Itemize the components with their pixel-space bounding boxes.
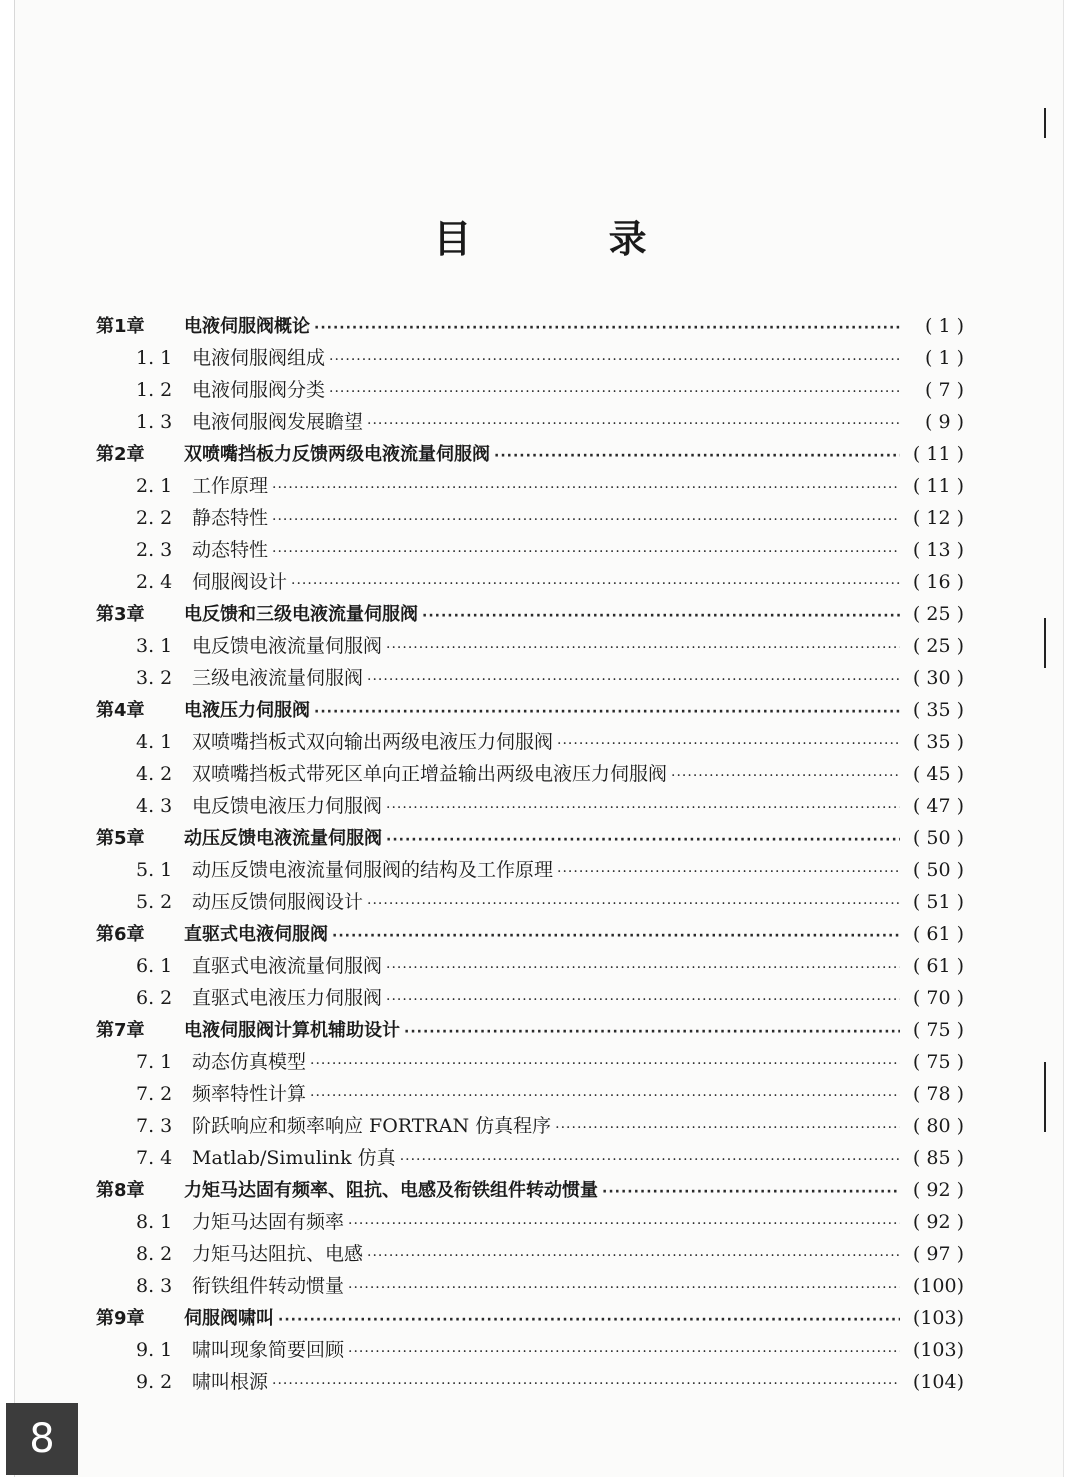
toc-entry-number: 第3章 [96, 604, 145, 625]
toc-entry-title: 动态仿真模型 [192, 1051, 307, 1073]
toc-entry-title: 动态特性 [192, 539, 269, 561]
toc-entry-title: 衔铁组件转动惯量 [192, 1275, 345, 1297]
toc-section-row [96, 1270, 964, 1302]
toc-section-row [96, 630, 964, 662]
toc-page-number: (104) [912, 1371, 964, 1393]
page-number-badge: 8 [6, 1403, 78, 1475]
toc-section-row [96, 406, 964, 438]
toc-chapter-row [96, 822, 964, 854]
toc-entry-title: 静态特性 [192, 507, 269, 529]
toc-leader-dots [348, 1336, 900, 1368]
toc-page-number: ( 12 ) [912, 507, 964, 529]
toc-page-number: ( 80 ) [912, 1115, 964, 1137]
toc-page-number: ( 97 ) [912, 1243, 964, 1265]
toc-entry-title: Matlab/Simulink 仿真 [192, 1147, 396, 1169]
toc-section-row [96, 886, 964, 918]
toc-leader-dots [310, 1080, 900, 1112]
toc-page-number: ( 50 ) [912, 859, 964, 881]
toc-entry-number: 2. 3 [136, 539, 173, 561]
toc-page-number: ( 35 ) [912, 731, 964, 753]
toc-page-number: ( 61 ) [912, 955, 964, 977]
toc-section-row [96, 502, 964, 534]
toc-entry-title: 电液伺服阀概论 [184, 316, 310, 337]
toc-leader-dots [557, 728, 900, 760]
toc-entry-title: 工作原理 [192, 475, 269, 497]
toc-entry-title: 阶跃响应和频率响应 FORTRAN 仿真程序 [192, 1115, 552, 1137]
toc-leader-dots [329, 376, 900, 408]
toc-leader-dots [555, 1112, 900, 1144]
toc-entry-title: 双喷嘴挡板式双向输出两级电液压力伺服阀 [192, 731, 554, 753]
toc-entry-number: 第5章 [96, 828, 145, 849]
toc-page-number: ( 16 ) [912, 571, 964, 593]
toc-section-row [96, 470, 964, 502]
toc-section-row [96, 726, 964, 758]
toc-chapter-row [96, 438, 964, 470]
toc-chapter-row [96, 1174, 964, 1206]
toc-page-number: ( 92 ) [912, 1211, 964, 1233]
toc-chapter-row [96, 1302, 964, 1334]
toc-entry-title: 电液伺服阀计算机辅助设计 [184, 1020, 400, 1041]
toc-entry-title: 三级电液流量伺服阀 [192, 667, 364, 689]
toc-entry-title: 直驱式电液伺服阀 [184, 924, 328, 945]
toc-entry-title: 电反馈电液流量伺服阀 [192, 635, 383, 657]
toc-entry-number: 7. 4 [136, 1147, 173, 1169]
toc-leader-dots [386, 792, 900, 824]
toc-leader-dots [314, 696, 900, 728]
scan-edge-mark [1044, 1062, 1046, 1132]
toc-section-row [96, 534, 964, 566]
toc-section-row [96, 1110, 964, 1142]
toc-page-number: ( 45 ) [912, 763, 964, 785]
toc-entry-title: 力矩马达固有频率 [192, 1211, 345, 1233]
toc-leader-dots [671, 760, 900, 792]
toc-entry-title: 力矩马达阻抗、电感 [192, 1243, 364, 1265]
toc-chapter-row [96, 310, 964, 342]
toc-entry-title: 电反馈电液压力伺服阀 [192, 795, 383, 817]
toc-section-row [96, 662, 964, 694]
toc-section-row [96, 1078, 964, 1110]
toc-entry-number: 8. 1 [136, 1211, 173, 1233]
toc-leader-dots [422, 600, 900, 632]
toc-entry-number: 7. 2 [136, 1083, 173, 1105]
toc-leader-dots [272, 536, 900, 568]
toc-page-number: ( 25 ) [912, 635, 964, 657]
toc-entry-number: 4. 1 [136, 731, 173, 753]
toc-entry-number: 8. 3 [136, 1275, 173, 1297]
toc-entry-number: 3. 2 [136, 667, 173, 689]
toc-section-row [96, 1142, 964, 1174]
toc-page-number: ( 35 ) [912, 699, 964, 721]
toc-chapter-row [96, 694, 964, 726]
toc-entry-number: 第4章 [96, 700, 145, 721]
toc-entry-title: 啸叫根源 [192, 1371, 269, 1393]
toc-entry-title: 力矩马达固有频率、阻抗、电感及衔铁组件转动惯量 [184, 1180, 598, 1201]
toc-entry-number: 第2章 [96, 444, 145, 465]
toc-entry-number: 4. 3 [136, 795, 173, 817]
toc-entry-number: 第7章 [96, 1020, 145, 1041]
page-title: 目 录 [433, 217, 709, 261]
toc-entry-title: 双喷嘴挡板式带死区单向正增益输出两级电液压力伺服阀 [192, 763, 668, 785]
toc-leader-dots [494, 440, 900, 472]
toc-page-number: ( 61 ) [912, 923, 964, 945]
toc-entry-title: 伺服阀啸叫 [184, 1308, 274, 1329]
toc-section-row [96, 566, 964, 598]
toc-entry-title: 直驱式电液压力伺服阀 [192, 987, 383, 1009]
toc-leader-dots [386, 952, 900, 984]
toc-entry-title: 动压反馈电液流量伺服阀的结构及工作原理 [192, 859, 554, 881]
toc-entry-number: 5. 2 [136, 891, 173, 913]
toc-section-row [96, 854, 964, 886]
toc-leader-dots [329, 344, 900, 376]
toc-leader-dots [400, 1144, 900, 1176]
toc-leader-dots [367, 664, 900, 696]
toc-section-row [96, 1046, 964, 1078]
toc-entry-title: 频率特性计算 [192, 1083, 307, 1105]
table-of-contents [96, 310, 964, 1398]
toc-leader-dots [367, 1240, 900, 1272]
toc-entry-number: 6. 1 [136, 955, 173, 977]
toc-page-number: ( 1 ) [925, 315, 964, 337]
toc-page-number: ( 70 ) [912, 987, 964, 1009]
toc-section-row [96, 982, 964, 1014]
toc-entry-title: 电液伺服阀发展瞻望 [192, 411, 364, 433]
toc-entry-number: 1. 3 [136, 411, 173, 433]
toc-entry-title: 双喷嘴挡板力反馈两级电液流量伺服阀 [184, 444, 490, 465]
toc-page-number: ( 78 ) [912, 1083, 964, 1105]
toc-entry-number: 第6章 [96, 924, 145, 945]
toc-entry-number: 2. 1 [136, 475, 173, 497]
toc-entry-title: 电液压力伺服阀 [184, 700, 310, 721]
toc-entry-number: 1. 2 [136, 379, 173, 401]
toc-page-number: ( 75 ) [912, 1019, 964, 1041]
toc-entry-number: 8. 2 [136, 1243, 173, 1265]
toc-entry-title: 动压反馈电液流量伺服阀 [184, 828, 382, 849]
toc-page-number: ( 1 ) [925, 347, 964, 369]
toc-leader-dots [367, 888, 900, 920]
toc-entry-number: 9. 2 [136, 1371, 173, 1393]
toc-page-number: (103) [912, 1307, 964, 1329]
toc-chapter-row [96, 598, 964, 630]
toc-section-row [96, 950, 964, 982]
toc-section-row [96, 374, 964, 406]
toc-page-number: ( 9 ) [925, 411, 964, 433]
toc-page-number: ( 7 ) [925, 379, 964, 401]
toc-leader-dots [310, 1048, 900, 1080]
toc-entry-number: 1. 1 [136, 347, 173, 369]
toc-chapter-row [96, 1014, 964, 1046]
toc-leader-dots [386, 632, 900, 664]
toc-leader-dots [332, 920, 900, 952]
toc-leader-dots [314, 312, 900, 344]
toc-page-number: ( 50 ) [912, 827, 964, 849]
toc-entry-number: 4. 2 [136, 763, 173, 785]
toc-entry-number: 第8章 [96, 1180, 145, 1201]
toc-page-number: ( 47 ) [912, 795, 964, 817]
toc-section-row [96, 1366, 964, 1398]
toc-page-number: ( 11 ) [912, 443, 964, 465]
toc-entry-title: 啸叫现象简要回顾 [192, 1339, 345, 1361]
toc-leader-dots [348, 1208, 900, 1240]
toc-chapter-row [96, 918, 964, 950]
toc-leader-dots [291, 568, 900, 600]
toc-leader-dots [557, 856, 900, 888]
toc-page-number: ( 75 ) [912, 1051, 964, 1073]
toc-page-number: ( 13 ) [912, 539, 964, 561]
toc-leader-dots [272, 1368, 900, 1400]
toc-entry-number: 7. 3 [136, 1115, 173, 1137]
scan-edge-mark [1044, 108, 1046, 138]
toc-section-row [96, 758, 964, 790]
toc-entry-title: 电反馈和三级电液流量伺服阀 [184, 604, 418, 625]
toc-section-row [96, 1206, 964, 1238]
toc-entry-number: 3. 1 [136, 635, 173, 657]
toc-entry-title: 电液伺服阀组成 [192, 347, 326, 369]
toc-entry-title: 动压反馈伺服阀设计 [192, 891, 364, 913]
toc-leader-dots [367, 408, 900, 440]
toc-leader-dots [602, 1176, 900, 1208]
toc-entry-number: 9. 1 [136, 1339, 173, 1361]
toc-page-number: ( 85 ) [912, 1147, 964, 1169]
toc-page-number: (100) [912, 1275, 964, 1297]
toc-entry-number: 2. 2 [136, 507, 173, 529]
toc-entry-title: 直驱式电液流量伺服阀 [192, 955, 383, 977]
toc-entry-number: 第9章 [96, 1308, 145, 1329]
toc-section-row [96, 1334, 964, 1366]
toc-entry-title: 伺服阀设计 [192, 571, 288, 593]
toc-entry-number: 5. 1 [136, 859, 173, 881]
toc-page-number: ( 30 ) [912, 667, 964, 689]
toc-page-number: ( 92 ) [912, 1179, 964, 1201]
toc-entry-number: 2. 4 [136, 571, 173, 593]
toc-leader-dots [278, 1304, 900, 1336]
toc-entry-number: 第1章 [96, 316, 145, 337]
toc-page-number: (103) [912, 1339, 964, 1361]
toc-leader-dots [272, 472, 900, 504]
toc-leader-dots [348, 1272, 900, 1304]
toc-leader-dots [272, 504, 900, 536]
toc-entry-number: 6. 2 [136, 987, 173, 1009]
toc-section-row [96, 1238, 964, 1270]
toc-entry-number: 7. 1 [136, 1051, 173, 1073]
toc-leader-dots [386, 984, 900, 1016]
toc-entry-title: 电液伺服阀分类 [192, 379, 326, 401]
toc-leader-dots [404, 1016, 900, 1048]
scan-edge-mark [1044, 618, 1046, 668]
toc-page-number: ( 25 ) [912, 603, 964, 625]
toc-leader-dots [386, 824, 900, 856]
toc-section-row [96, 790, 964, 822]
toc-page-number: ( 51 ) [912, 891, 964, 913]
toc-section-row [96, 342, 964, 374]
toc-page-number: ( 11 ) [912, 475, 964, 497]
